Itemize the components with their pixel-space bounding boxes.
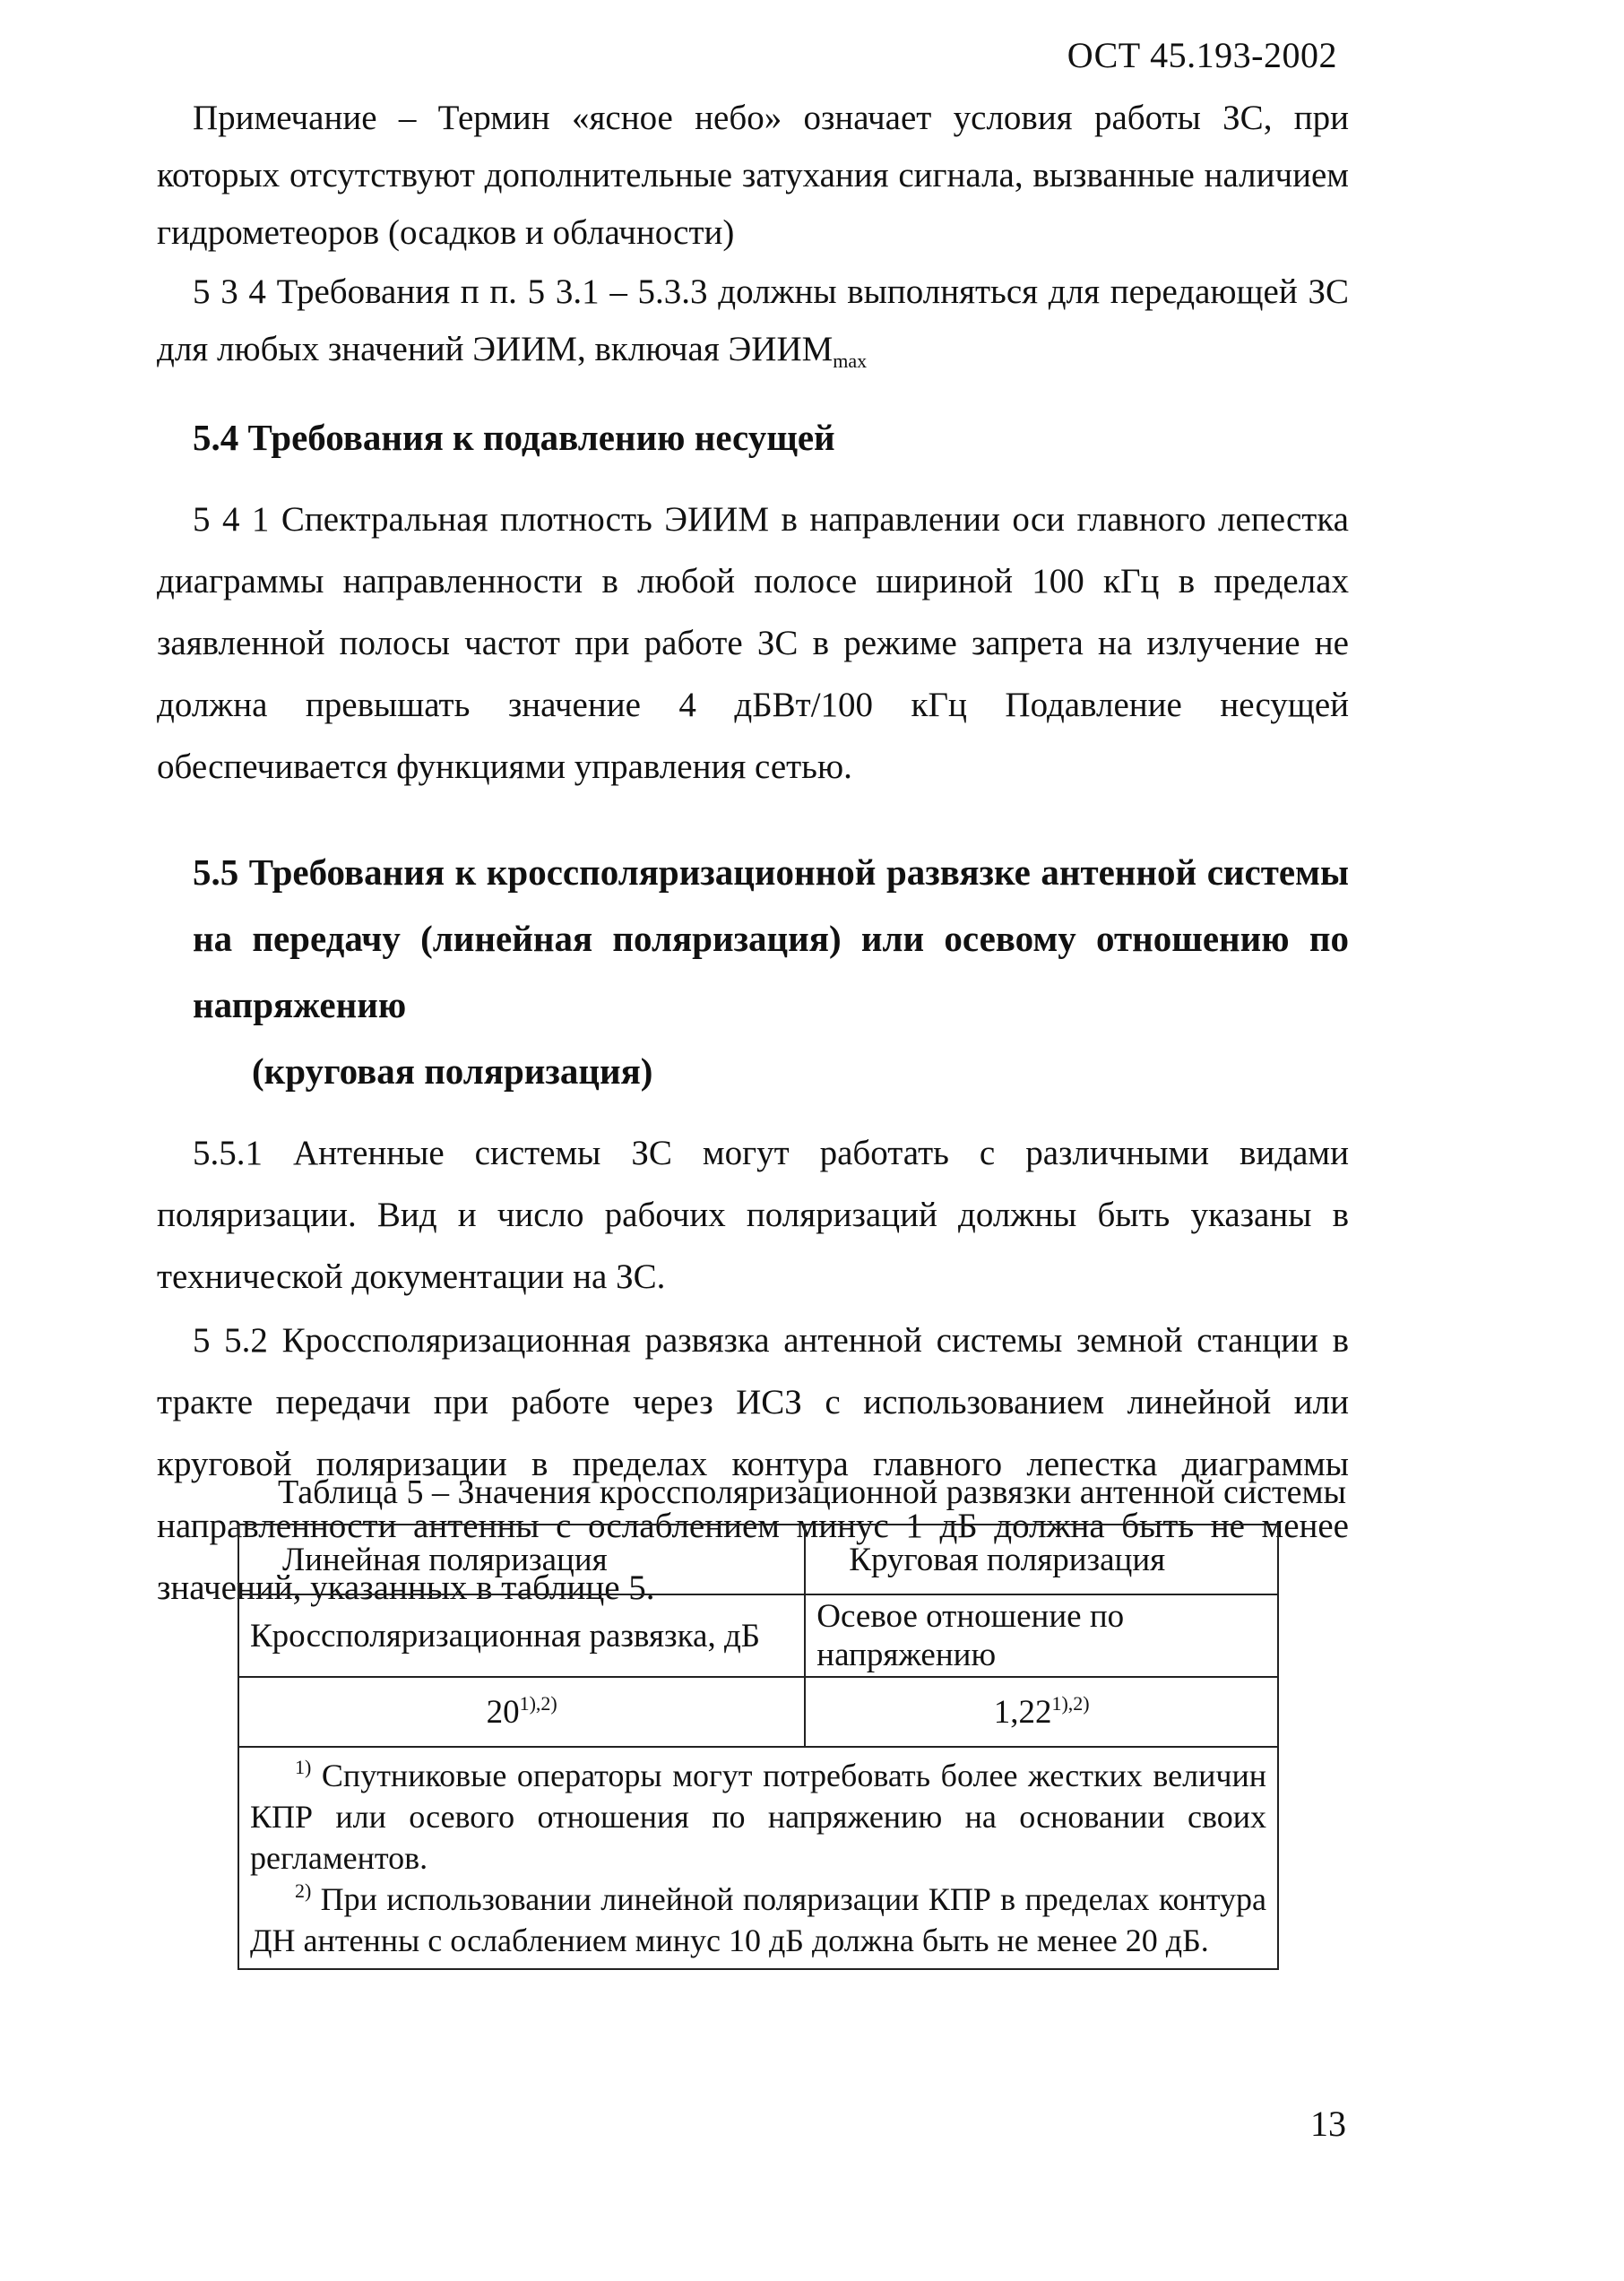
- note-paragraph: Примечание – Термин «ясное небо» означает условия работы ЗС, при которых отсутствуют дополнительные затухания сигнала, вызванные наличием гидрометеоров (осадков и облачности): [157, 99, 1349, 252]
- eirp-max-subscript: max: [833, 350, 868, 372]
- note-2-mark: 2): [295, 1879, 312, 1902]
- table-5: [238, 1524, 1279, 1970]
- document-header: ОСТ 45.193-2002: [1067, 35, 1337, 75]
- col1-value: 20: [486, 1693, 520, 1731]
- page-body: [157, 90, 1349, 1620]
- col2-header: Круговая поляризация: [805, 1525, 1278, 1594]
- section-5-4-heading: 5.4 Требования к подавлению несущей: [193, 417, 835, 458]
- col2-value-footnote-marks: 1),2): [1051, 1691, 1090, 1715]
- table-note-2: [250, 1879, 1266, 1961]
- paragraph-5-4-1: 5 4 1 Спектральная плотность ЭИИМ в направлении оси главного лепестка диаграммы направленности в любой полосе шириной 100 кГц в пределах заявленной полосы частот при работе ЗС в режиме запрета на излучение не должна превышать значение 4 дБВт/100 кГц Подавление несущей обеспечивается функциями управления сетью.: [157, 500, 1349, 786]
- section-5-5-heading: [193, 839, 1349, 1104]
- section-5-5-heading-line2: (круговая поляризация): [252, 1050, 653, 1092]
- table-notes: [238, 1747, 1278, 1969]
- paragraph-5-3-4-text: 5 3 4 Требования п п. 5 3.1 – 5.3.3 должны выполняться для передающей ЗС для любых значений ЭИИМ, включая ЭИИМ: [157, 272, 1349, 368]
- col2-value-cell: [805, 1677, 1278, 1747]
- note-1-mark: 1): [295, 1756, 312, 1778]
- note-2-text: При использовании линейной поляризации КПР в пределах контура ДН антенны с ослаблением минус 10 дБ должна быть не менее 20 дБ.: [250, 1881, 1266, 1958]
- section-5-5-heading-line1: 5.5 Требования к кроссполяризационной развязке антенной системы на передачу (линейная поляризация) или осевому отношению по напряжению: [193, 851, 1349, 1025]
- col1-parameter: Кроссполяризационная развязка, дБ: [238, 1594, 805, 1677]
- table-row: [238, 1525, 1278, 1594]
- table-5-caption: Таблица 5 – Значения кроссполяризационной развязки антенной системы: [278, 1473, 1347, 1511]
- paragraph-5-5-1: 5.5.1 Антенные системы ЗС могут работать с различными видами поляризации. Вид и число рабочих поляризаций должны быть указаны в технической документации на ЗС.: [157, 1134, 1349, 1296]
- table-note-1: [250, 1755, 1266, 1879]
- table-row: [238, 1677, 1278, 1747]
- paragraph-5-3-4: [157, 264, 1349, 390]
- table-row: [238, 1594, 1278, 1677]
- table-row: [238, 1747, 1278, 1969]
- page-number: 13: [1310, 2104, 1346, 2144]
- col1-value-cell: [238, 1677, 805, 1747]
- paragraph-5-5-2: 5 5.2 Кроссполяризационная развязка антенной системы земной станции в тракте передачи при работе через ИСЗ с использованием линейной или круговой поляризации в пределах контура главного лепестка диаграммы направленности антенны с ослаблением минус 1 дБ должна быть не менее значений, указанных в таблице 5.: [157, 1321, 1349, 1607]
- col1-value-footnote-marks: 1),2): [519, 1691, 557, 1715]
- col2-parameter: Осевое отношение по напряжению: [805, 1594, 1278, 1677]
- col2-value: 1,22: [993, 1693, 1052, 1731]
- col1-header: Линейная поляризация: [238, 1525, 805, 1594]
- note-1-text: Спутниковые операторы могут потребовать более жестких величин КПР или осевого отношения по напряжению на основании своих регламентов.: [250, 1758, 1266, 1876]
